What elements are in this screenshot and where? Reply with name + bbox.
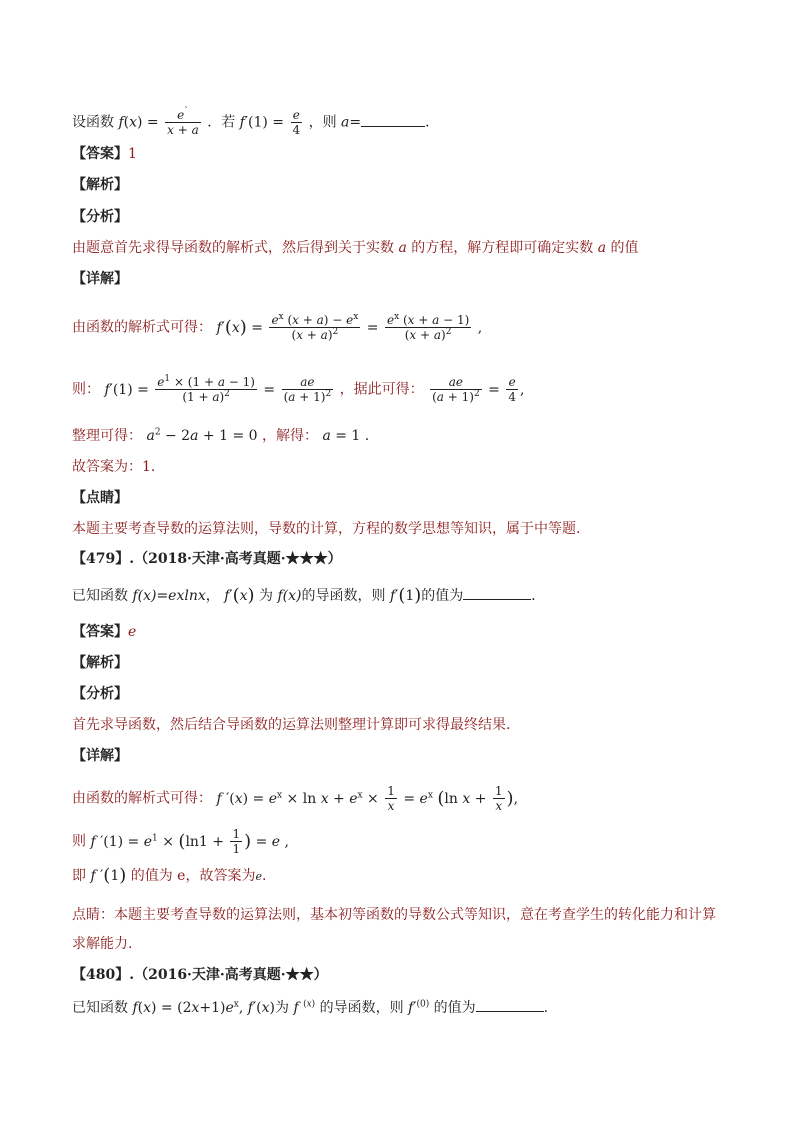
stem-text: 为	[254, 588, 278, 604]
q480-stem	[72, 998, 722, 1018]
fenxi-text-part: 由题意首先求得导函数的解析式，然后得到关于实数	[72, 240, 394, 256]
q478-step4: 故答案为：1.	[72, 459, 156, 475]
q478-var-a: a	[341, 114, 350, 131]
step-text: 即	[72, 868, 86, 884]
stem-text: ．	[531, 588, 546, 604]
q479-answer-e: e	[255, 870, 262, 883]
stem-text: 的值为	[433, 1000, 476, 1016]
stem-text: 已知函数	[72, 588, 133, 604]
q478-condition-fraction: $\frac{e}{4}$	[292, 108, 301, 137]
analysis-label: 【解析】	[72, 177, 128, 193]
q478-solution: a = 1 .	[322, 428, 370, 444]
question-header: 【479】.（2018·天津·高考真题·★★★）	[72, 551, 342, 567]
stem-text: 为	[274, 1000, 289, 1016]
q478-stem-mid: ．若	[207, 114, 236, 131]
stem-text: 已知函数	[72, 1000, 128, 1016]
analysis-label: 【解析】	[72, 655, 128, 671]
step-text: 的值为 e，故答案为	[130, 868, 256, 884]
stem-text: 的导函数，则	[319, 1000, 404, 1016]
q480-fx: f $^{(x)}$	[293, 999, 316, 1016]
answer-value: e	[128, 624, 137, 640]
answer-label: 【答案】	[72, 146, 128, 162]
step-text: 整理可得：	[72, 428, 142, 444]
q479-dianjing-line1: 点睛：本题主要考查导数的运算法则，基本初等函数的导数公式等知识，意在考查学生的转化能力和计算	[72, 907, 716, 923]
stem-text: 的导函数，则	[301, 588, 386, 604]
step-text: ，解得：	[261, 428, 318, 444]
step-text: 由函数的解析式可得：	[72, 319, 212, 336]
q480-header: 【480】.（2016·天津·高考真题·★★）	[72, 967, 328, 983]
q478-step2	[72, 375, 722, 404]
answer-label: 【答案】	[72, 624, 128, 640]
fenxi-label: 【分析】	[72, 209, 128, 225]
q479-fprime-1-ref: f ′(1)	[90, 865, 127, 886]
q478-stem-then: ，则	[308, 114, 337, 131]
q478-equation: $\frac{ae}{(a + 1)^2}$ = $\frac{e}{4}$ ,	[432, 375, 525, 404]
step-text: .	[261, 868, 267, 884]
q480-fprime-0: $f'^{(0)}$	[408, 999, 430, 1016]
stem-text: ，	[205, 588, 220, 604]
q478-eq: =	[349, 114, 362, 131]
stem-text: 的值为	[421, 588, 464, 604]
q479-fprime-1: f′(1)	[389, 585, 422, 606]
q478-function-def: f	[118, 114, 124, 131]
step-text: 则：	[72, 381, 100, 398]
xiangjie-label: 【详解】	[72, 748, 128, 764]
q478-fraction: $\frac{e^`}{x + a}$	[167, 107, 199, 137]
q479-step1	[72, 784, 722, 813]
q478-stem-prefix: 设函数	[72, 114, 114, 131]
q478-f1-formula: f′(1) = $\frac{e^1 \times (1 + a - 1)}{(1 + a)^2}$ = $\frac{ae}{(a + 1)^2}$	[104, 374, 332, 404]
xiangjie-label: 【详解】	[72, 271, 128, 287]
q479-stem	[72, 586, 722, 606]
q479-fenxi-text: 首先求导函数，然后结合导函数的运算法则整理计算即可求得最终结果.	[72, 717, 511, 733]
q478-dianjing-text: 本题主要考查导数的运算法则，导数的计算，方程的数学思想等知识，属于中等题.	[72, 521, 581, 537]
q479-derivative-formula: f $'(x) = e^x \times \ln x + e^x$ × $\frac{1}{x}$ = $e^x$ (ln x + $\frac{1}{x}$ ),	[216, 784, 519, 813]
step-text: ，据此可得：	[339, 381, 424, 398]
step-text: 由函数的解析式可得：	[72, 790, 212, 807]
q478-stem: 设函数 f(x) = $\frac{e^`}{x + a}$ ．若 f′(1) = $\frac{e}{4}$ ，则 a= ．	[72, 107, 440, 137]
q479-header	[72, 549, 722, 569]
q479-step2	[72, 827, 722, 856]
dianjing-label: 【点睛】	[72, 490, 128, 506]
answer-value: 1	[128, 146, 137, 162]
q479-f1-formula: f $'(1) = e^1 \times (\ln 1$ + $\frac{1}{1}$ ) = e ,	[90, 827, 289, 856]
fenxi-var-a: a	[398, 240, 407, 256]
step-text: 则	[72, 833, 86, 850]
q479-function: f(x)=exlnx	[132, 588, 206, 604]
q479-answer	[72, 622, 722, 642]
q478-quadratic: $a^2 - 2a + 1 = 0$	[146, 427, 258, 444]
fenxi-text-part: 的方程，解方程即可确定实数	[411, 240, 594, 256]
fenxi-text-part: 的值	[610, 240, 639, 256]
q479-fprime-x: f′(x)	[224, 585, 255, 606]
answer-blank	[476, 999, 544, 1012]
q478-stem-end: ．	[425, 114, 440, 131]
answer-blank	[463, 587, 531, 600]
q478-step3	[72, 426, 722, 446]
q479-step3	[72, 866, 722, 887]
q478-answer	[72, 144, 722, 164]
q478-step1	[72, 313, 722, 342]
answer-blank	[361, 114, 425, 127]
q479-fx: f(x)	[277, 588, 302, 604]
stem-text: .	[543, 1000, 549, 1016]
q478-derivative-formula: f′(x) = $\frac{e^x (x + a) - e^x}{(x + a)^2}$ = $\frac{e^x (x + a - 1)}{(x + a)^2}$ ,	[216, 312, 483, 342]
q480-function-def: $f(x) = (2x+1)e^x$, f′(x)	[132, 999, 275, 1016]
q479-dianjing-line2: 求解能力.	[72, 936, 133, 952]
fenxi-var-a: a	[597, 240, 607, 256]
q478-fenxi-text	[72, 238, 722, 258]
fenxi-label: 【分析】	[72, 686, 128, 702]
